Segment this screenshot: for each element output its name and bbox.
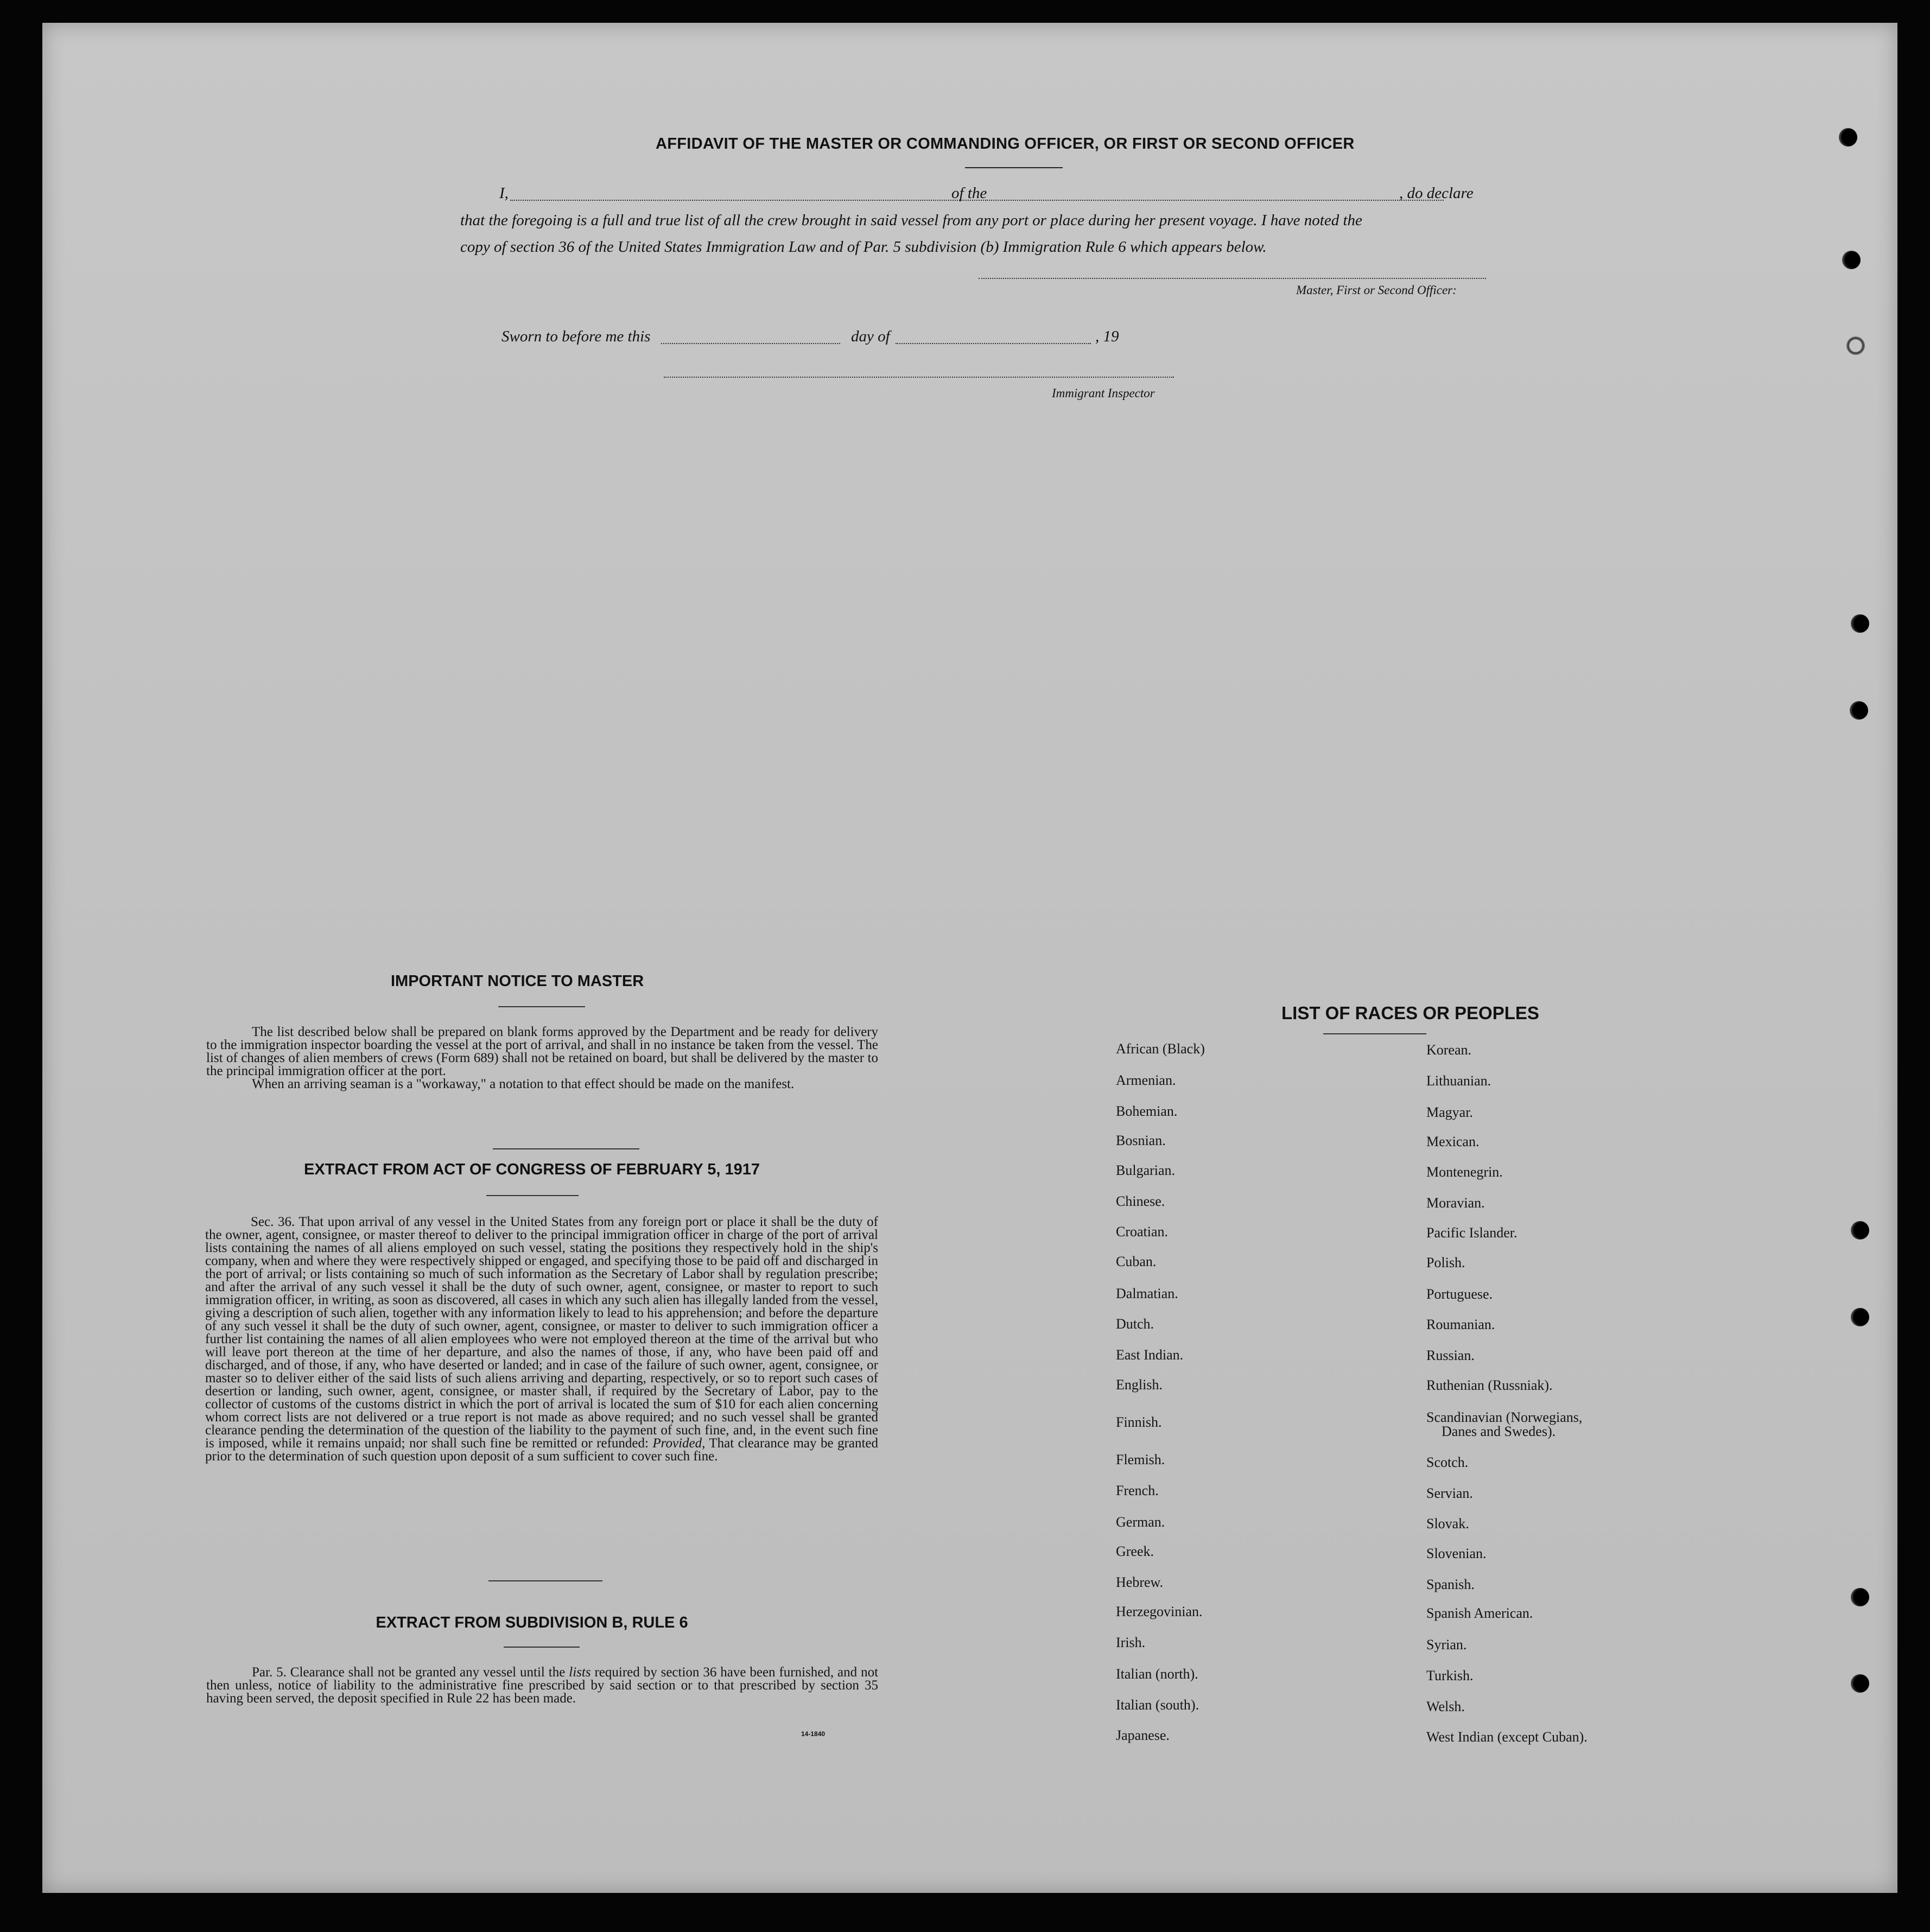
race-item: Spanish American.	[1426, 1605, 1533, 1621]
race-item: Flemish.	[1116, 1452, 1165, 1467]
binder-hole-icon	[1842, 251, 1861, 269]
race-item: Scotch.	[1426, 1454, 1469, 1470]
title-rule	[965, 167, 1063, 168]
section-rule	[493, 1148, 639, 1149]
race-item: Danes and Swedes).	[1442, 1423, 1556, 1439]
sworn-start: Sworn to before me this	[501, 328, 651, 345]
race-item: Magyar.	[1426, 1104, 1473, 1120]
binder-hole-icon	[1839, 128, 1857, 147]
notice-body	[206, 1026, 878, 1091]
affidavit-title: AFFIDAVIT OF THE MASTER OR COMMANDING OFFICER, OR FIRST OR SECOND OFFICER	[656, 135, 1355, 152]
notice-rule	[498, 1006, 585, 1007]
affidavit-line1-start: I,	[499, 185, 509, 202]
race-item: Syrian.	[1426, 1637, 1467, 1653]
race-item: Roumanian.	[1426, 1317, 1495, 1332]
race-item: Mexican.	[1426, 1134, 1480, 1149]
binder-hole-icon	[1850, 701, 1868, 720]
race-item: Armenian.	[1116, 1072, 1176, 1088]
race-item: Finnish.	[1116, 1414, 1162, 1430]
race-item: Chinese.	[1116, 1193, 1165, 1209]
race-item: Turkish.	[1426, 1668, 1474, 1683]
race-item: Slovak.	[1426, 1516, 1469, 1531]
race-item: French.	[1116, 1483, 1159, 1498]
race-item: Ruthenian (Russniak).	[1426, 1377, 1553, 1393]
inspector-signature-blank[interactable]	[664, 377, 1174, 378]
act-title-rule	[486, 1195, 579, 1196]
rule-extract-title: EXTRACT FROM SUBDIVISION B, RULE 6	[376, 1614, 688, 1631]
race-item: Bulgarian.	[1116, 1162, 1176, 1178]
race-item: East Indian.	[1116, 1347, 1184, 1363]
race-item: Japanese.	[1116, 1727, 1170, 1743]
race-item: German.	[1116, 1514, 1165, 1530]
notice-para-2: When an arriving seaman is a "workaway," a notation to that effect should be made on the manifest.	[252, 1077, 795, 1091]
race-item: Slovenian.	[1426, 1546, 1487, 1561]
act-extract-title: EXTRACT FROM ACT OF CONGRESS OF FEBRUARY 5, 1917	[303, 1161, 760, 1178]
sworn-day-label: day of	[851, 328, 890, 345]
binder-hole-icon	[1851, 1221, 1869, 1240]
race-item: Bosnian.	[1116, 1133, 1166, 1148]
race-item: Greek.	[1116, 1543, 1154, 1559]
race-item: Bohemian.	[1116, 1103, 1178, 1119]
rule-text-start: Par. 5. Clearance shall not be granted any vessel until the	[252, 1665, 566, 1680]
affidavit-line1-mid: of the	[951, 185, 987, 202]
sworn-day-blank[interactable]	[661, 343, 840, 344]
race-item: Moravian.	[1426, 1195, 1485, 1211]
race-item: Servian.	[1426, 1485, 1473, 1501]
race-item: West Indian (except Cuban).	[1426, 1729, 1588, 1745]
binder-hole-icon	[1846, 336, 1865, 355]
race-item: Polish.	[1426, 1255, 1465, 1270]
vessel-blank[interactable]	[987, 200, 1444, 201]
race-item: Portuguese.	[1426, 1286, 1493, 1302]
rule-text-lists: lists	[569, 1665, 591, 1680]
affidavit-line2: that the foregoing is a full and true list of all the crew brought in said vessel from any port or place during her present voyage. I have noted the	[460, 212, 1362, 229]
race-item: Cuban.	[1116, 1254, 1157, 1269]
master-signature-blank[interactable]	[979, 278, 1486, 279]
binder-hole-icon	[1851, 1308, 1869, 1326]
master-signature-label: Master, First or Second Officer:	[1296, 283, 1457, 297]
race-item: Irish.	[1116, 1635, 1146, 1650]
binder-hole-icon	[1851, 1674, 1869, 1693]
act-text-proviso: Provided,	[652, 1436, 706, 1451]
race-item: Dutch.	[1116, 1316, 1154, 1332]
notice-para-1: The list described below shall be prepared on blank forms approved by the Department and be ready for delivery to the immigration inspector boarding the vessel at the port of arrival, and shall in no instance be taken from the vessel. The list of changes of alien members of crews (Form 689) shall not be retained on board, but shall be delivered by the master to the principal immigration officer at the port.	[206, 1025, 878, 1078]
race-item: Russian.	[1426, 1348, 1475, 1363]
affidavit-line3: copy of section 36 of the United States Immigration Law and of Par. 5 subdivision (b) Immigration Rule 6 which appears below.	[460, 238, 1267, 256]
name-blank[interactable]	[510, 200, 988, 201]
notice-title: IMPORTANT NOTICE TO MASTER	[391, 973, 644, 990]
race-item: Italian (south).	[1116, 1697, 1199, 1713]
sworn-year-label: , 19	[1095, 328, 1119, 345]
race-item: Scandinavian (Norwegians,	[1426, 1409, 1583, 1425]
sworn-month-blank[interactable]	[896, 343, 1091, 344]
section-rule-2	[488, 1580, 602, 1581]
manifest-page	[42, 23, 1897, 1893]
binder-hole-icon	[1851, 614, 1869, 633]
act-text-main: Sec. 36. That upon arrival of any vessel in the United States from any foreign port or place it shall be the duty of the owner, agent, consignee, or master thereof to deliver to the principal immigration officer in charge of the port of arrival lists containing the names of all aliens employed on such vessel, stating the positions they respectively hold in the ship's company, when and where they were respectively shipped or engaged, and specifying those to be paid off and discharged in the port of arrival; or lists containing so much of such information as the Secretary of Labor shall by regulation prescribe; and after the arrival of any such vessel it shall be the duty of such owner, agent, consignee, or master to report to such immigration officer, in writing, as soon as discovered, all cases in which any such alien has illegally landed from the vessel, giving a description of such alien, together with any information likely to lead to his apprehension; and before the departure of any such vessel it shall be the duty of such owner, agent, consignee, or master to deliver to such immigration officer a further list containing the names of all alien employees who were not employed thereon at the time of the arrival but who will leave port thereon at the time of her departure, and also the names of those, if any, who have been paid off and discharged, and of those, if any, who have deserted or landed; and in case of the failure of such owner, agent, consignee, or master so to deliver either of the said lists of such aliens arriving and departing, respectively, or so to report such cases of desertion or landing, such owner, agent, consignee, or master shall, if required by the Secretary of Labor, pay to the collector of customs of the customs district in which the port of arrival is located the sum of $10 for each alien concerning whom correct lists are not delivered or a true report is not made as above required; and no such vessel shall be granted clearance pending the determination of the question of the liability to the payment of such fine, and, in the event such fine is imposed, while it remains unpaid; nor shall such fine be remitted or refunded:	[205, 1215, 878, 1451]
races-title: LIST OF RACES OR PEOPLES	[1281, 1003, 1539, 1023]
race-item: Croatian.	[1116, 1224, 1169, 1240]
rule-title-rule	[504, 1647, 580, 1648]
race-item: Spanish.	[1426, 1577, 1475, 1592]
race-item: African (Black)	[1116, 1041, 1205, 1057]
race-item: English.	[1116, 1377, 1163, 1393]
binder-hole-icon	[1851, 1588, 1869, 1606]
rule-extract-body	[206, 1666, 878, 1705]
affidavit-line1-end: , do declare	[1399, 185, 1474, 202]
form-number: 14-1840	[801, 1730, 826, 1738]
race-item: Pacific Islander.	[1426, 1225, 1518, 1241]
act-text-end: That clearance may be granted prior to the determination of such question upon deposit of a sum sufficient to cover such fine.	[205, 1436, 878, 1464]
race-item: Montenegrin.	[1426, 1164, 1503, 1180]
race-item: Italian (north).	[1116, 1666, 1198, 1682]
act-extract-body	[205, 1216, 878, 1463]
inspector-label: Immigrant Inspector	[1052, 386, 1155, 400]
race-item: Herzegovinian.	[1116, 1604, 1203, 1619]
race-item: Hebrew.	[1116, 1574, 1164, 1590]
race-item: Lithuanian.	[1426, 1073, 1491, 1089]
race-item: Welsh.	[1426, 1699, 1465, 1714]
race-item: Korean.	[1426, 1042, 1472, 1058]
races-title-rule	[1323, 1033, 1426, 1034]
race-item: Dalmatian.	[1116, 1286, 1178, 1301]
rule-text-end: required by section 36 have been furnished, and not then unless, notice of liability to the administrative fine prescribed by said section or to that prescribed by section 35 having been served, the deposit specified in Rule 22 has been made.	[206, 1665, 879, 1706]
